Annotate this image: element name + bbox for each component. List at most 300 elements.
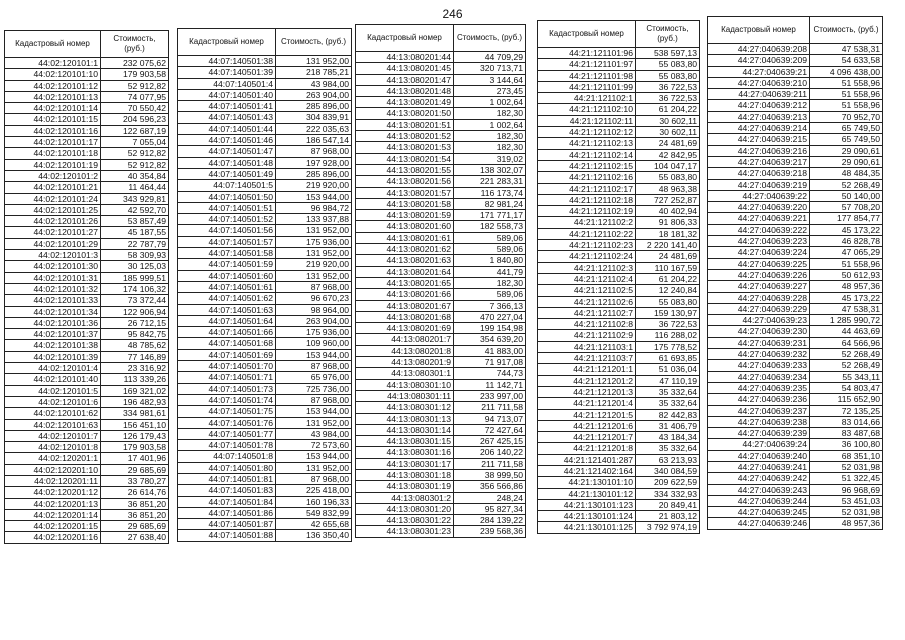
cadastral-number-cell: 44:13:080301:15	[356, 436, 454, 447]
cadastral-number-cell: 44:27:040639:226	[708, 269, 810, 280]
table-row	[356, 379, 526, 390]
table-row	[708, 77, 883, 88]
cadastral-number-cell: 44:13:080301:2	[356, 492, 454, 503]
cadastral-number-cell: 44:07:140501:83	[178, 485, 276, 496]
header-cadastral-number: Кадастровый номер	[5, 31, 101, 58]
cadastral-number-cell: 44:21:121102:1	[538, 93, 636, 104]
cadastral-number-cell: 44:27:040639:211	[708, 89, 810, 100]
cost-cell: 95 827,34	[454, 503, 526, 514]
cadastral-number-cell: 44:02:120101:30	[5, 261, 101, 272]
cadastral-number-cell: 44:21:121102:12	[538, 127, 636, 138]
table-row	[708, 461, 883, 472]
cost-cell: 27 638,40	[101, 532, 169, 543]
table-row	[708, 518, 883, 529]
cost-cell: 285 896,00	[276, 168, 352, 179]
cost-cell: 61 204,22	[636, 104, 700, 115]
cost-cell: 63 213,93	[636, 454, 700, 465]
cadastral-number-cell: 44:27:040639:242	[708, 473, 810, 484]
table-row	[356, 289, 526, 300]
cadastral-number-cell: 44:02:120101:34	[5, 306, 101, 317]
cadastral-number-cell: 44:02:120101:31	[5, 272, 101, 283]
cadastral-number-cell: 44:07:140501:80	[178, 462, 276, 473]
cadastral-number-cell: 44:27:040639:244	[708, 495, 810, 506]
cost-cell: 36 851,20	[101, 498, 169, 509]
cadastral-number-cell: 44:07:140501:49	[178, 168, 276, 179]
cadastral-number-cell: 44:02:120101:16	[5, 125, 101, 136]
cadastral-number-cell: 44:21:121102:11	[538, 115, 636, 126]
table-row	[178, 485, 352, 496]
cost-cell: 42 592,70	[101, 204, 169, 215]
cadastral-number-cell: 44:02:120101:17	[5, 137, 101, 148]
cost-cell: 72 573,60	[276, 440, 352, 451]
cadastral-number-cell: 44:07:140501:86	[178, 507, 276, 518]
cost-cell: 52 268,49	[810, 179, 883, 190]
cadastral-number-cell: 44:02:120101:25	[5, 204, 101, 215]
cost-cell: 179 903,58	[101, 69, 169, 80]
cost-cell: 65 749,50	[810, 123, 883, 134]
cost-cell: 36 722,53	[636, 319, 700, 330]
table-row	[708, 190, 883, 201]
table-row	[708, 111, 883, 122]
table-row	[538, 194, 700, 205]
table-row	[356, 481, 526, 492]
cost-cell: 95 842,75	[101, 329, 169, 340]
cost-cell: 54 803,47	[810, 382, 883, 393]
cost-cell: 175 936,00	[276, 236, 352, 247]
table-row	[178, 191, 352, 202]
table-row	[178, 327, 352, 338]
cadastral-number-cell: 44:13:080201:50	[356, 108, 454, 119]
cost-cell: 52 912,82	[101, 159, 169, 170]
table-row	[708, 258, 883, 269]
cost-cell: 52 268,49	[810, 360, 883, 371]
cadastral-number-cell: 44:27:040639:218	[708, 168, 810, 179]
cadastral-number-cell: 44:27:040639:219	[708, 179, 810, 190]
cost-cell: 40 354,84	[101, 170, 169, 181]
cost-cell: 11 464,44	[101, 182, 169, 193]
cost-cell: 57 708,20	[810, 202, 883, 213]
cost-cell: 58 309,93	[101, 250, 169, 261]
cadastral-number-cell: 44:13:080301:13	[356, 413, 454, 424]
cost-cell: 61 204,22	[636, 273, 700, 284]
cadastral-number-cell: 44:07:140501:47	[178, 146, 276, 157]
page-number: 246	[442, 7, 463, 21]
table-row	[356, 277, 526, 288]
table-row	[5, 453, 169, 464]
table-row	[538, 477, 700, 488]
cadastral-number-cell: 44:13:080201:44	[356, 52, 454, 63]
table-row	[5, 80, 169, 91]
cost-cell: 61 693,85	[636, 353, 700, 364]
cost-cell: 206 140,22	[454, 447, 526, 458]
cost-cell: 153 944,00	[276, 191, 352, 202]
cadastral-number-cell: 44:13:080201:49	[356, 97, 454, 108]
table-row	[5, 193, 169, 204]
table-row	[708, 156, 883, 167]
table-row	[178, 349, 352, 360]
table-row	[708, 349, 883, 360]
cost-cell: 43 184,34	[636, 432, 700, 443]
cost-cell: 30 602,11	[636, 127, 700, 138]
cadastral-number-cell: 44:13:080201:56	[356, 176, 454, 187]
table-row	[538, 285, 700, 296]
cost-cell: 3 144,64	[454, 74, 526, 85]
cost-cell: 263 904,00	[276, 89, 352, 100]
table-row	[356, 198, 526, 209]
cadastral-number-cell: 44:13:080301:23	[356, 526, 454, 537]
cadastral-number-cell: 44:02:120101:36	[5, 317, 101, 328]
table-row	[538, 217, 700, 228]
cost-cell: 131 952,00	[276, 462, 352, 473]
cadastral-number-cell: 44:07:140501:73	[178, 383, 276, 394]
table-row	[178, 496, 352, 507]
cost-cell: 51 036,04	[636, 364, 700, 375]
table-row	[5, 408, 169, 419]
cadastral-number-cell: 44:02:120101:10	[5, 69, 101, 80]
cadastral-number-cell: 44:13:080201:48	[356, 85, 454, 96]
cadastral-number-cell: 44:02:120101:29	[5, 238, 101, 249]
table-row	[708, 371, 883, 382]
cost-cell: 273,45	[454, 85, 526, 96]
cadastral-number-cell: 44:21:121102:16	[538, 172, 636, 183]
table-row	[5, 148, 169, 159]
cost-cell: 156 451,10	[101, 419, 169, 430]
cost-cell: 98 964,00	[276, 304, 352, 315]
cadastral-number-cell: 44:13:080201:69	[356, 323, 454, 334]
cost-cell: 104 047,17	[636, 160, 700, 171]
table-row	[708, 405, 883, 416]
cadastral-number-cell: 44:07:140501:88	[178, 530, 276, 541]
table-row	[5, 170, 169, 181]
cost-cell: 7 055,04	[101, 137, 169, 148]
table-row	[5, 340, 169, 351]
cadastral-number-cell: 44:13:080201:64	[356, 266, 454, 277]
cadastral-number-cell: 44:07:140501:43	[178, 112, 276, 123]
table-row	[5, 125, 169, 136]
cadastral-number-cell: 44:07:140501:59	[178, 259, 276, 270]
cost-cell: 42 842,95	[636, 149, 700, 160]
cost-cell: 87 968,00	[276, 281, 352, 292]
cadastral-number-cell: 44:13:080201:67	[356, 300, 454, 311]
table-row	[178, 293, 352, 304]
cadastral-number-cell: 44:13:080201:65	[356, 277, 454, 288]
cadastral-number-cell: 44:07:140501:84	[178, 496, 276, 507]
cadastral-number-cell: 44:27:040639:227	[708, 281, 810, 292]
cadastral-number-cell: 44:07:140501:77	[178, 428, 276, 439]
table-row	[538, 375, 700, 386]
cadastral-number-cell: 44:21:121101:99	[538, 81, 636, 92]
cost-cell: 43 984,00	[276, 428, 352, 439]
cost-cell: 343 929,81	[101, 193, 169, 204]
cadastral-number-cell: 44:13:080201:9	[356, 357, 454, 368]
cost-cell: 87 968,00	[276, 394, 352, 405]
table-row	[5, 498, 169, 509]
cost-cell: 45 173,22	[810, 224, 883, 235]
table-header-row	[538, 21, 700, 48]
cadastral-number-cell: 44:13:080201:52	[356, 131, 454, 142]
table-row	[356, 300, 526, 311]
cost-cell: 171 771,17	[454, 210, 526, 221]
cadastral-number-cell: 44:02:120101:14	[5, 103, 101, 114]
cost-cell: 72 135,25	[810, 405, 883, 416]
table-row	[178, 530, 352, 541]
table-header-row	[178, 29, 352, 56]
cost-cell: 87 968,00	[276, 146, 352, 157]
cadastral-number-cell: 44:02:120101:40	[5, 374, 101, 385]
cost-cell: 219 920,00	[276, 259, 352, 270]
cadastral-number-cell: 44:07:140501:51	[178, 202, 276, 213]
cadastral-number-cell: 44:02:120201:10	[5, 464, 101, 475]
table-row	[178, 507, 352, 518]
cost-cell: 29 090,61	[810, 145, 883, 156]
cadastral-number-cell: 44:21:121402:164	[538, 465, 636, 476]
cadastral-number-cell: 44:07:140501:61	[178, 281, 276, 292]
cadastral-number-cell: 44:27:040639:238	[708, 416, 810, 427]
cost-cell: 24 481,69	[636, 138, 700, 149]
cadastral-number-cell: 44:21:121101:97	[538, 59, 636, 70]
table-row	[5, 295, 169, 306]
cost-cell: 74 077,95	[101, 91, 169, 102]
cost-cell: 284 139,22	[454, 515, 526, 526]
cost-cell: 182,30	[454, 108, 526, 119]
header-cadastral-number: Кадастровый номер	[178, 29, 276, 56]
table-row	[178, 440, 352, 451]
cost-cell: 24 481,69	[636, 251, 700, 262]
cost-cell: 30 125,03	[101, 261, 169, 272]
cost-cell: 45 187,55	[101, 227, 169, 238]
cost-cell: 222 035,63	[276, 123, 352, 134]
cost-cell: 221 283,31	[454, 176, 526, 187]
cadastral-number-cell: 44:02:120101:39	[5, 351, 101, 362]
cadastral-number-cell: 44:27:040639:216	[708, 145, 810, 156]
cadastral-number-cell: 44:13:080301:14	[356, 424, 454, 435]
cost-cell: 204 596,23	[101, 114, 169, 125]
cadastral-number-cell: 44:13:080201:57	[356, 187, 454, 198]
cadastral-number-cell: 44:13:080301:10	[356, 379, 454, 390]
cadastral-number-cell: 44:27:040639:23	[708, 315, 810, 326]
table-row	[178, 315, 352, 326]
table-row	[356, 108, 526, 119]
cost-cell: 53 857,49	[101, 216, 169, 227]
cadastral-number-cell: 44:02:120101:26	[5, 216, 101, 227]
cadastral-number-cell: 44:07:140501:68	[178, 338, 276, 349]
cost-cell: 48 963,38	[636, 183, 700, 194]
cost-cell: 33 780,27	[101, 475, 169, 486]
table-row	[356, 187, 526, 198]
cadastral-number-cell: 44:27:040639:245	[708, 507, 810, 518]
cadastral-number-cell: 44:27:040639:243	[708, 484, 810, 495]
cost-cell: 47 538,31	[810, 44, 883, 55]
cadastral-number-cell: 44:07:140501:4	[178, 78, 276, 89]
cost-cell: 77 146,89	[101, 351, 169, 362]
cost-cell: 40 402,94	[636, 206, 700, 217]
cadastral-number-cell: 44:21:121101:98	[538, 70, 636, 81]
cadastral-number-cell: 44:07:140501:66	[178, 327, 276, 338]
cadastral-number-cell: 44:07:140501:70	[178, 361, 276, 372]
table-row	[5, 250, 169, 261]
table-row	[5, 464, 169, 475]
cost-cell: 94 713,07	[454, 413, 526, 424]
cost-cell: 20 849,41	[636, 499, 700, 510]
cost-cell: 35 332,64	[636, 398, 700, 409]
cost-cell: 52 268,49	[810, 349, 883, 360]
cost-cell: 52 031,98	[810, 507, 883, 518]
table-row	[708, 145, 883, 156]
table-header-row	[5, 31, 169, 58]
cost-cell: 589,06	[454, 289, 526, 300]
cost-cell: 285 896,00	[276, 101, 352, 112]
cadastral-number-cell: 44:21:121201:7	[538, 432, 636, 443]
cost-cell: 55 083,80	[636, 59, 700, 70]
table-row	[356, 164, 526, 175]
cadastral-number-cell: 44:13:080201:66	[356, 289, 454, 300]
cost-cell: 179 903,58	[101, 442, 169, 453]
cost-cell: 96 968,69	[810, 484, 883, 495]
table-row	[356, 492, 526, 503]
table-row	[538, 160, 700, 171]
table-row	[5, 475, 169, 486]
cost-cell: 51 322,45	[810, 473, 883, 484]
cost-cell: 182,30	[454, 277, 526, 288]
table-row	[708, 337, 883, 348]
cost-cell: 218 785,21	[276, 67, 352, 78]
table-row	[356, 345, 526, 356]
table-row	[538, 307, 700, 318]
table-row	[356, 447, 526, 458]
cost-cell: 175 936,00	[276, 327, 352, 338]
cadastral-number-cell: 44:02:120101:27	[5, 227, 101, 238]
table-row	[356, 97, 526, 108]
cadastral-number-cell: 44:02:120201:16	[5, 532, 101, 543]
cost-cell: 211 711,58	[454, 402, 526, 413]
table-row	[5, 283, 169, 294]
cadastral-number-cell: 44:07:140501:81	[178, 473, 276, 484]
table-row	[5, 487, 169, 498]
table-row	[708, 507, 883, 518]
cost-cell: 538 597,13	[636, 48, 700, 59]
cost-cell: 248,24	[454, 492, 526, 503]
cost-cell: 11 142,71	[454, 379, 526, 390]
table-row	[5, 351, 169, 362]
cadastral-number-cell: 44:02:120101:24	[5, 193, 101, 204]
table-row	[356, 142, 526, 153]
table-row	[178, 428, 352, 439]
table-row	[708, 100, 883, 111]
cost-cell: 185 999,51	[101, 272, 169, 283]
table-row	[178, 383, 352, 394]
cost-cell: 35 332,64	[636, 386, 700, 397]
table-row	[538, 488, 700, 499]
cadastral-number-cell: 44:21:121201:6	[538, 420, 636, 431]
table-row	[356, 63, 526, 74]
table-row	[178, 202, 352, 213]
cadastral-number-cell: 44:13:080201:60	[356, 221, 454, 232]
cost-cell: 589,06	[454, 244, 526, 255]
cadastral-number-cell: 44:27:040639:222	[708, 224, 810, 235]
table-row	[538, 104, 700, 115]
cadastral-number-cell: 44:21:121201:8	[538, 443, 636, 454]
cadastral-number-cell: 44:07:140501:58	[178, 248, 276, 259]
cost-cell: 110 167,59	[636, 262, 700, 273]
cost-cell: 441,79	[454, 266, 526, 277]
table-header-row	[356, 25, 526, 52]
table-row	[5, 509, 169, 520]
table-row	[538, 70, 700, 81]
cadastral-number-cell: 44:21:121102:9	[538, 330, 636, 341]
cadastral-number-cell: 44:21:121102:6	[538, 296, 636, 307]
cadastral-number-cell: 44:07:140501:74	[178, 394, 276, 405]
cadastral-number-cell: 44:21:121201:4	[538, 398, 636, 409]
cadastral-number-cell: 44:02:120101:63	[5, 419, 101, 430]
table-row	[538, 251, 700, 262]
cadastral-number-cell: 44:27:040639:229	[708, 303, 810, 314]
header-cost: Стоимость, (руб.)	[810, 17, 883, 44]
cost-cell: 38 999,50	[454, 469, 526, 480]
cost-cell: 55 083,80	[636, 296, 700, 307]
cadastral-number-cell: 44:27:040639:208	[708, 44, 810, 55]
table-row	[178, 89, 352, 100]
table-row	[708, 495, 883, 506]
cost-cell: 116 173,74	[454, 187, 526, 198]
cost-cell: 48 785,62	[101, 340, 169, 351]
cost-cell: 82 442,83	[636, 409, 700, 420]
cost-cell: 727 252,87	[636, 194, 700, 205]
table-row	[178, 146, 352, 157]
cost-cell: 65 976,00	[276, 372, 352, 383]
cadastral-number-cell: 44:21:130101:10	[538, 477, 636, 488]
cadastral-number-cell: 44:07:140501:71	[178, 372, 276, 383]
table-row	[538, 420, 700, 431]
cost-cell: 29 685,69	[101, 464, 169, 475]
cadastral-number-cell: 44:07:140501:48	[178, 157, 276, 168]
table-row	[708, 66, 883, 77]
cost-cell: 182,30	[454, 142, 526, 153]
table-row	[538, 273, 700, 284]
cost-cell: 725 736,00	[276, 383, 352, 394]
cost-cell: 71 917,08	[454, 357, 526, 368]
table-row	[708, 179, 883, 190]
cadastral-number-cell: 44:07:140501:63	[178, 304, 276, 315]
cost-cell: 50 140,00	[810, 190, 883, 201]
table-row	[538, 183, 700, 194]
cost-cell: 131 952,00	[276, 270, 352, 281]
cadastral-number-cell: 44:21:121201:5	[538, 409, 636, 420]
cadastral-number-cell: 44:02:120101:4	[5, 363, 101, 374]
cadastral-number-cell: 44:13:080301:12	[356, 402, 454, 413]
cost-cell: 47 065,29	[810, 247, 883, 258]
cost-cell: 182,30	[454, 131, 526, 142]
table-row	[178, 135, 352, 146]
cost-cell: 68 351,10	[810, 450, 883, 461]
cadastral-number-cell: 44:07:140501:56	[178, 225, 276, 236]
cost-cell: 29 685,69	[101, 521, 169, 532]
cost-cell: 182 558,73	[454, 221, 526, 232]
cadastral-number-cell: 44:27:040639:234	[708, 371, 810, 382]
cadastral-number-cell: 44:13:080201:58	[356, 198, 454, 209]
table-row	[5, 272, 169, 283]
table-row	[178, 417, 352, 428]
table-row	[538, 432, 700, 443]
table-row	[538, 398, 700, 409]
cost-cell: 52 912,82	[101, 148, 169, 159]
table-row	[5, 204, 169, 215]
cadastral-number-cell: 44:27:040639:217	[708, 156, 810, 167]
cadastral-number-cell: 44:07:140501:52	[178, 214, 276, 225]
table-row	[5, 317, 169, 328]
cadastral-number-cell: 44:13:080201:59	[356, 210, 454, 221]
cost-cell: 55 083,80	[636, 70, 700, 81]
cost-cell: 131 952,00	[276, 56, 352, 67]
